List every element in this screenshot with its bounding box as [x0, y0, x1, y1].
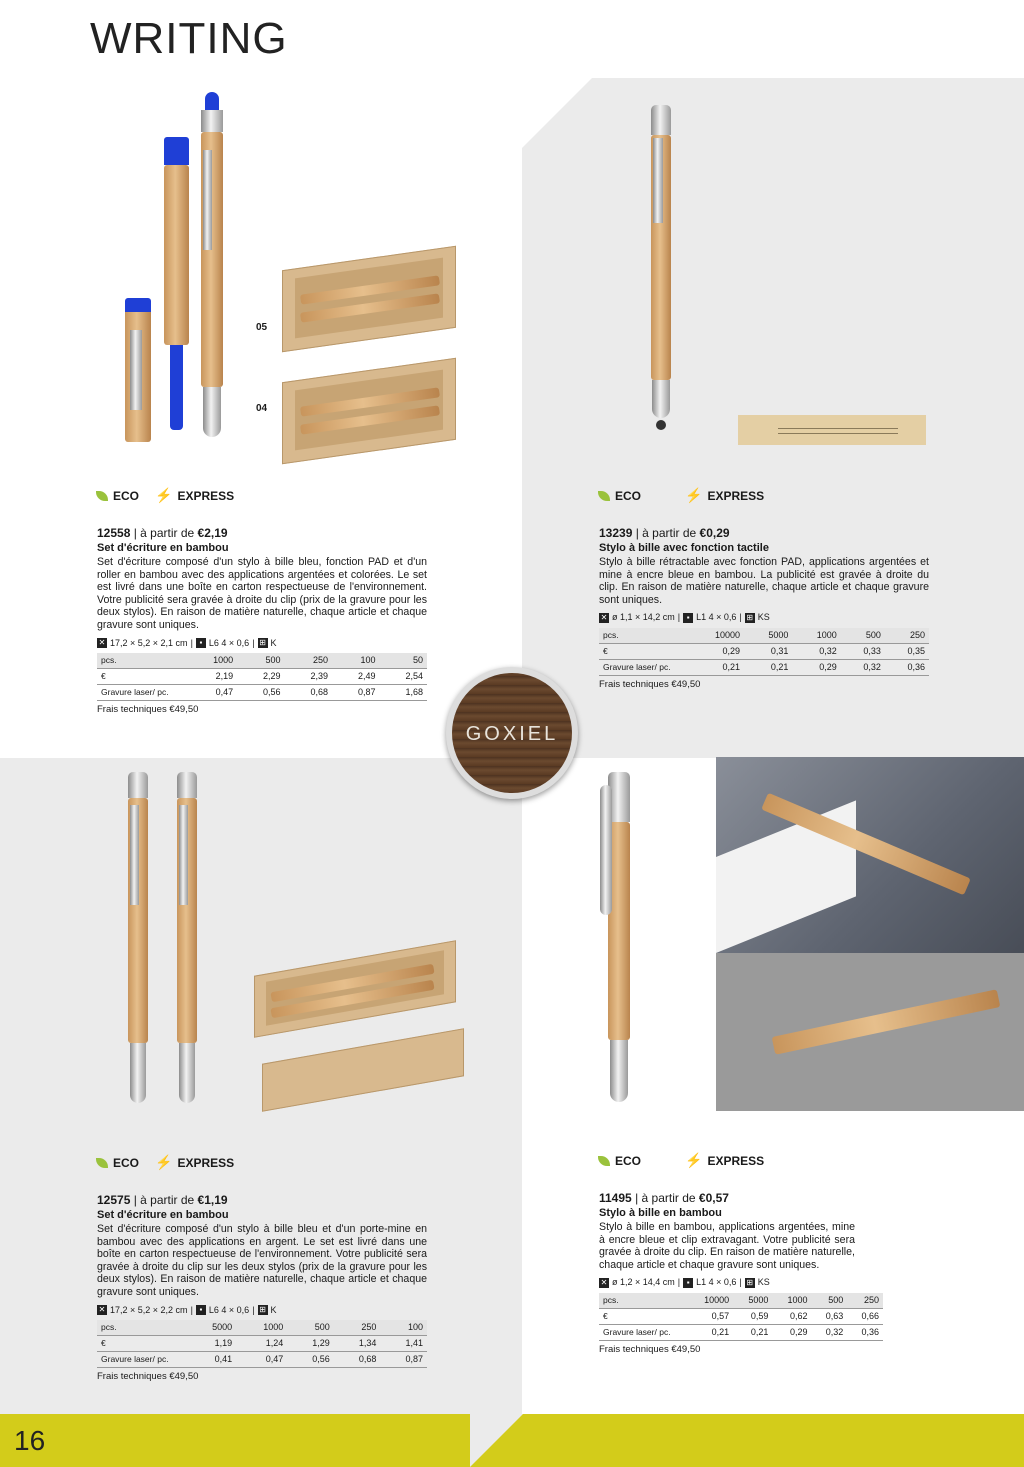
- spec-method: K: [270, 637, 277, 648]
- technical-fees: Frais techniques €49,50: [599, 678, 701, 690]
- product-name: Stylo à bille en bambou: [599, 1206, 722, 1219]
- goxiel-seal-logo: [446, 667, 578, 799]
- table-row: pcs. 5000 1000 500 250 100: [97, 1320, 427, 1336]
- spec-method: KS: [757, 1277, 770, 1288]
- footer-corner-cut: [470, 1414, 523, 1467]
- technical-fees: Frais techniques €49,50: [599, 1343, 701, 1355]
- table-row: Gravure laser/ pc. 0,21 0,21 0,29 0,32 0,36: [599, 1324, 883, 1340]
- pen-top-metal: [201, 110, 223, 132]
- product-name: Set d'écriture en bambou: [97, 541, 229, 554]
- spec-engrave: L1 4 × 0,6: [696, 1277, 737, 1288]
- engrave-area-icon: ▪: [683, 1278, 693, 1288]
- engrave-area-icon: ▪: [196, 638, 206, 648]
- clip-image: [130, 330, 142, 410]
- spec-size: 17,2 × 5,2 × 2,1 cm: [110, 637, 188, 648]
- product-specs: ✕ 17,2 × 5,2 × 2,1 cm | ▪ L6 4 × 0,6 | ⊞ K: [98, 637, 277, 648]
- lightning-icon: ⚡: [155, 1154, 173, 1170]
- product-header: [599, 1192, 855, 1205]
- seal-logo-text: GOXIEL: [465, 723, 559, 745]
- engrave-area-icon: ▪: [196, 1305, 206, 1315]
- product-code: 12575: [97, 1193, 131, 1207]
- product-price: €0,57: [698, 1191, 729, 1205]
- from-label: | à partir de: [133, 526, 195, 540]
- method-icon: ⊞: [259, 637, 266, 647]
- lightning-icon: ⚡: [685, 1152, 703, 1168]
- eco-badge-label: ECO: [113, 1155, 140, 1170]
- product-12558-badges: [96, 487, 234, 504]
- ballpen-tip: [203, 387, 221, 437]
- table-row: € 0,29 0,31 0,32 0,33 0,35: [599, 643, 929, 659]
- stylus-tip: [205, 92, 219, 112]
- product-13239-badges: [598, 487, 764, 504]
- leaf-icon: [598, 491, 610, 501]
- table-row: Gravure laser/ pc. 0,21 0,21 0,29 0,32 0,36: [599, 659, 929, 675]
- spec-size: ø 1,2 × 14,4 cm: [612, 1277, 675, 1288]
- roller-tip: [170, 345, 183, 430]
- spec-size: ø 1,1 × 14,2 cm: [612, 612, 675, 623]
- leaf-icon: [598, 1156, 610, 1166]
- lightning-icon: ⚡: [685, 487, 703, 503]
- product-name: Stylo à bille avec fonction tactile: [599, 541, 769, 554]
- method-icon: ⊞: [746, 612, 754, 622]
- price-table: [599, 1293, 883, 1341]
- product-specs: ✕ ø 1,1 × 14,2 cm | ▪ L1 4 × 0,6 | ⊞ KS: [600, 612, 770, 623]
- product-specs: ✕ ø 1,2 × 14,4 cm | ▪ L1 4 × 0,6 | ⊞ KS: [600, 1277, 770, 1288]
- product-header: [599, 527, 929, 540]
- stylus-dot: [656, 420, 666, 430]
- variant-label-04: 04: [256, 403, 268, 414]
- eco-badge-label: ECO: [113, 488, 140, 503]
- table-row: Gravure laser/ pc. 0,41 0,47 0,56 0,68 0,87: [97, 1352, 427, 1368]
- pen-tip: [652, 380, 670, 418]
- product-header: [97, 1194, 427, 1207]
- table-row: pcs. 10000 5000 1000 500 250: [599, 1293, 883, 1309]
- panel-corner-cut: [522, 78, 592, 148]
- express-badge-label: EXPRESS: [177, 488, 235, 503]
- size-icon: ✕: [600, 1277, 608, 1287]
- product-12575: [97, 1194, 427, 1384]
- spec-engrave: L6 4 × 0,6: [208, 637, 250, 648]
- product-description: Stylo à bille en bambou, applications argentées, mine à encre bleue et clip extravagant. Votre publicité sera gravée à droite du clip. En raison de matière naturelle, chaque article et chaque gravure sont uniques.: [599, 1221, 855, 1271]
- product-specs: ✕ 17,2 × 5,2 × 2,2 cm | ▪ L6 4 × 0,6 | ⊞ K: [98, 1304, 277, 1315]
- product-price: €0,29: [699, 526, 730, 540]
- product-description: Stylo à bille rétractable avec fonction PAD, applications argentées et mine à encre bleue en bambou. La publicité est gravée à droite du clip. En raison de matière naturelle, chaque article et chaque gravure sont uniques.: [599, 556, 929, 606]
- table-row: pcs. 1000 500 250 100 50: [97, 653, 427, 669]
- lightning-icon: ⚡: [155, 487, 173, 503]
- technical-fees: Frais techniques €49,50: [97, 704, 199, 716]
- size-icon: ✕: [98, 1304, 106, 1314]
- product-description: Set d'écriture composé d'un stylo à bille bleu, fonction PAD et d'un roller en bambou avec des applications argentées et colorées. Le set est livré dans une boîte en carton respectueuse de l'environnement. Votre publicité sera gravée à droite du clip (prix de la gravure pour les deux stylos). En raison de matière naturelle, chaque article et chaque gravure sont uniques.: [97, 556, 427, 631]
- table-row: Gravure laser/ pc. 0,47 0,56 0,68 0,87 1,68: [97, 685, 427, 701]
- leaf-icon: [96, 491, 108, 501]
- product-header: [97, 527, 427, 540]
- express-badge-label: EXPRESS: [707, 1153, 765, 1168]
- page-number: 16: [14, 1425, 46, 1456]
- product-12558: [97, 527, 427, 717]
- size-icon: ✕: [98, 637, 106, 647]
- product-11495-badges: [598, 1152, 764, 1169]
- product-description: Set d'écriture composé d'un stylo à bille bleu et d'un porte-mine en bambou avec des applications en argent. Le set est livré dans une boîte en carton respectueuse de l'environnement. Votre publicité sera gravée à droite du clip sur les deux stylos (prix de la gravure pour les deux stylos). En raison de matière naturelle, chaque article et chaque gravure sont uniques.: [97, 1223, 427, 1298]
- product-code: 12558: [97, 526, 131, 540]
- table-row: € 1,19 1,24 1,29 1,34 1,41: [97, 1336, 427, 1352]
- method-icon: ⊞: [259, 1304, 266, 1314]
- express-badge-label: EXPRESS: [707, 488, 765, 503]
- product-11495: [599, 1191, 879, 1356]
- express-badge-label: EXPRESS: [177, 1155, 235, 1170]
- roller-blue-top: [164, 137, 189, 165]
- price-table: [97, 1320, 427, 1368]
- pen-clip: [653, 138, 663, 223]
- pen-top-metal: [651, 105, 671, 135]
- from-label: | à partir de: [635, 1191, 696, 1205]
- engrave-area-icon: ▪: [683, 613, 693, 623]
- product-price: €2,19: [197, 526, 228, 540]
- variant-label-05: 05: [256, 322, 268, 333]
- paper-sleeve-image: [738, 415, 926, 445]
- lifestyle-photo-fabric: [716, 757, 1024, 953]
- method-icon: ⊞: [746, 1277, 754, 1287]
- size-icon: ✕: [600, 612, 608, 622]
- spec-method: K: [270, 1304, 277, 1315]
- technical-fees: Frais techniques €49,50: [97, 1371, 199, 1383]
- product-code: 11495: [599, 1191, 632, 1205]
- product-code: 13239: [599, 526, 633, 540]
- blue-cap-top: [125, 298, 151, 312]
- price-table: [599, 628, 929, 676]
- product-13239: [599, 527, 929, 691]
- roller-body: [164, 165, 189, 345]
- product-12575-badges: [96, 1154, 234, 1171]
- table-row: € 2,19 2,29 2,39 2,49 2,54: [97, 669, 427, 685]
- table-row: pcs. 10000 5000 1000 500 250: [599, 628, 929, 644]
- leaf-icon: [96, 1158, 108, 1168]
- spec-size: 17,2 × 5,2 × 2,2 cm: [110, 1304, 188, 1315]
- from-label: | à partir de: [635, 526, 697, 540]
- page-title: WRITING: [90, 14, 288, 63]
- spec-engrave: L6 4 × 0,6: [208, 1304, 250, 1315]
- product-price: €1,19: [197, 1193, 228, 1207]
- from-label: | à partir de: [133, 1193, 195, 1207]
- table-row: € 0,57 0,59 0,62 0,63 0,66: [599, 1308, 883, 1324]
- eco-badge-label: ECO: [615, 1153, 642, 1168]
- price-table: [97, 653, 427, 701]
- eco-badge-label: ECO: [615, 488, 642, 503]
- ballpen-clip: [203, 150, 212, 250]
- spec-method: KS: [757, 612, 770, 623]
- product-name: Set d'écriture en bambou: [97, 1208, 229, 1221]
- spec-engrave: L1 4 × 0,6: [696, 612, 737, 623]
- lifestyle-photo-grey: [716, 953, 1024, 1111]
